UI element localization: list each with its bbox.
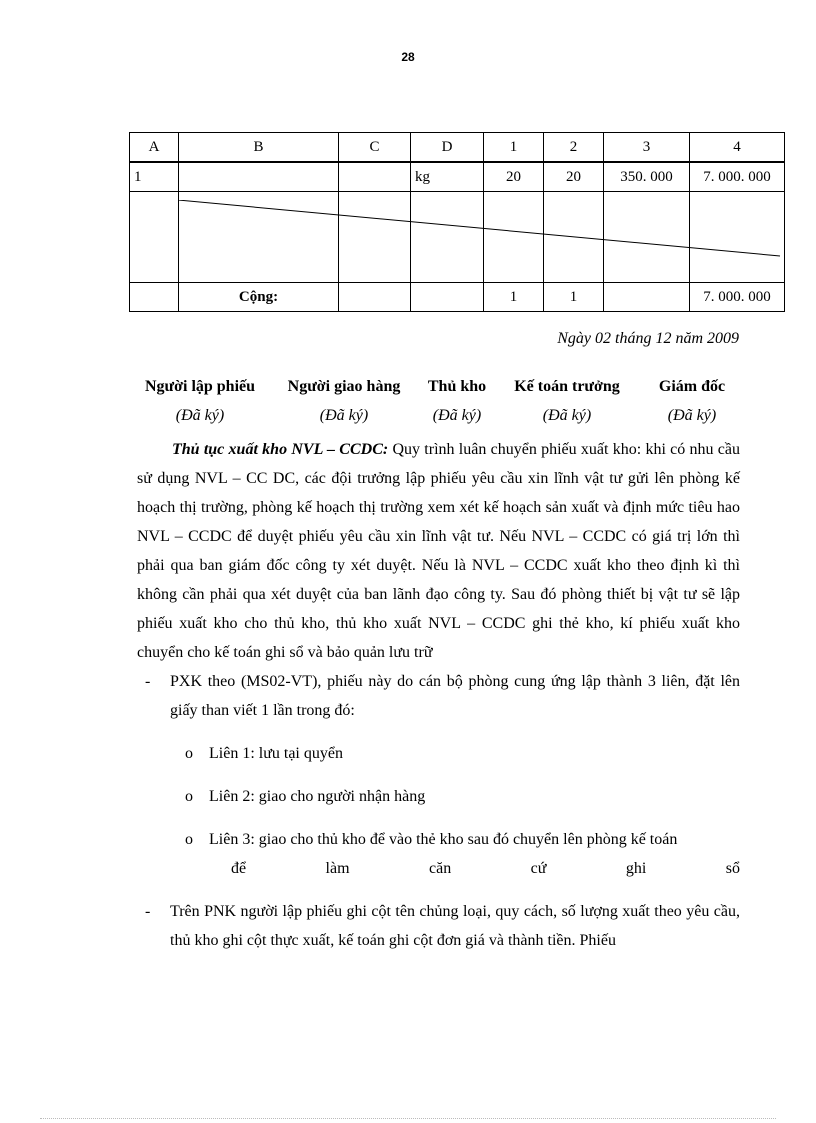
list-item-text: PXK theo (MS02-VT), phiếu này do cán bộ phòng cung ứng lập thành 3 liên, đặt lên giấy than viết 1 lần trong đó: <box>170 673 740 719</box>
signed-note: (Đã ký) <box>319 407 369 424</box>
word: căn <box>428 860 452 877</box>
word: sổ <box>725 860 740 877</box>
signatory-title: Người giao hàng <box>287 378 401 395</box>
date-line: Ngày 02 tháng 12 năm 2009 <box>557 330 739 347</box>
header-cell: B <box>179 133 339 163</box>
table-cell: 350. 000 <box>604 162 690 192</box>
table-cell: 1 <box>484 283 544 312</box>
table-cell <box>130 283 179 312</box>
table-cell: 20 <box>544 162 604 192</box>
sub-item-text: Liên 3: giao cho thủ kho để vào thẻ kho sau đó chuyển lên phòng kế toán <box>209 831 678 848</box>
signed-note: (Đã ký) <box>432 407 482 424</box>
dash-marker: - <box>145 903 151 920</box>
signatory-title: Kế toán trưởng <box>514 378 620 395</box>
paragraph-text: Quy trình luân chuyển phiếu xuất kho: khi có nhu cầu sử dụng NVL – CC DC, các đội trưởng lập phiếu yêu cầu xin lĩnh vật tư gửi lên phòng kế hoạch thị trường, phòng kế hoạch thị trường xem xét kế hoạch sản xuất và định mức tiêu hao NVL – CCDC để duyệt phiếu yêu cầu xin lĩnh vật tư. Nếu NVL – CCDC có giá trị lớn thì phải qua ban giám đốc công ty xét duyệt. Nếu là NVL – CCDC xuất kho theo định kì thì không cần phải qua xét duyệt của ban lãnh đạo công ty. Sau đó phòng thiết bị vật tư sẽ lập phiếu xuất kho cho thủ kho, thủ kho xuất NVL – CCDC ghi thẻ kho, kí phiếu xuất kho chuyển cho kế toán ghi sổ và bảo quản lưu trữ <box>137 441 741 661</box>
signatory-title: Người lập phiếu <box>144 378 256 395</box>
header-cell: D <box>411 133 484 163</box>
table-cell: 1 <box>130 162 179 192</box>
header-cell: C <box>339 133 411 163</box>
table-cell: 7. 000. 000 <box>690 162 785 192</box>
sub-list-item <box>137 782 740 811</box>
table-cell <box>339 283 411 312</box>
table-cell <box>604 283 690 312</box>
word: cứ <box>530 860 547 877</box>
table-total-row <box>130 283 785 312</box>
signed-note: (Đã ký) <box>175 407 225 424</box>
table-cell: 20 <box>484 162 544 192</box>
page-number: 28 <box>401 50 415 64</box>
list-item <box>137 667 740 725</box>
sub-item-continuation <box>209 854 740 883</box>
table-cell: 1 <box>544 283 604 312</box>
table-cell <box>179 162 339 192</box>
header-cell: 2 <box>544 133 604 163</box>
word: để <box>231 860 247 877</box>
sub-item-text: Liên 1: lưu tại quyển <box>209 745 343 762</box>
sub-list-item <box>137 739 740 768</box>
table-cell: kg <box>411 162 484 192</box>
header-cell: 3 <box>604 133 690 163</box>
table-cell: 7. 000. 000 <box>690 283 785 312</box>
table-cell <box>411 283 484 312</box>
cross-out-line <box>178 200 782 258</box>
signed-note: (Đã ký) <box>542 407 592 424</box>
list-item <box>137 897 740 955</box>
sub-item-text: Liên 2: giao cho người nhận hàng <box>209 788 426 805</box>
list-item-text: Trên PNK người lập phiếu ghi cột tên chủng loại, quy cách, số lượng xuất theo yêu cầu, thủ kho ghi cột thực xuất, kế toán ghi cột đơn giá và thành tiền. Phiếu <box>170 903 740 949</box>
word: làm <box>325 860 350 877</box>
dash-marker: - <box>145 673 151 690</box>
table-row <box>130 162 785 192</box>
section-lead: Thủ tục xuất kho NVL – CCDC: <box>172 441 389 458</box>
signed-note: (Đã ký) <box>667 407 717 424</box>
signatory-title: Giám đốc <box>658 378 726 395</box>
word: ghi <box>625 860 647 877</box>
total-label: Cộng: <box>179 283 339 312</box>
signatory-title: Thủ kho <box>427 378 487 395</box>
procedure-paragraph <box>137 435 740 667</box>
table-header-row <box>130 133 785 163</box>
header-cell: 4 <box>690 133 785 163</box>
body-text <box>137 435 740 955</box>
sub-list-item <box>137 825 740 883</box>
header-cell: A <box>130 133 179 163</box>
bullet-marker: o <box>185 788 193 805</box>
bullet-marker: o <box>185 745 193 762</box>
table-cell <box>339 162 411 192</box>
header-cell: 1 <box>484 133 544 163</box>
table-cell <box>130 192 179 283</box>
page-bottom-rule <box>40 1118 776 1119</box>
bullet-marker: o <box>185 831 193 848</box>
